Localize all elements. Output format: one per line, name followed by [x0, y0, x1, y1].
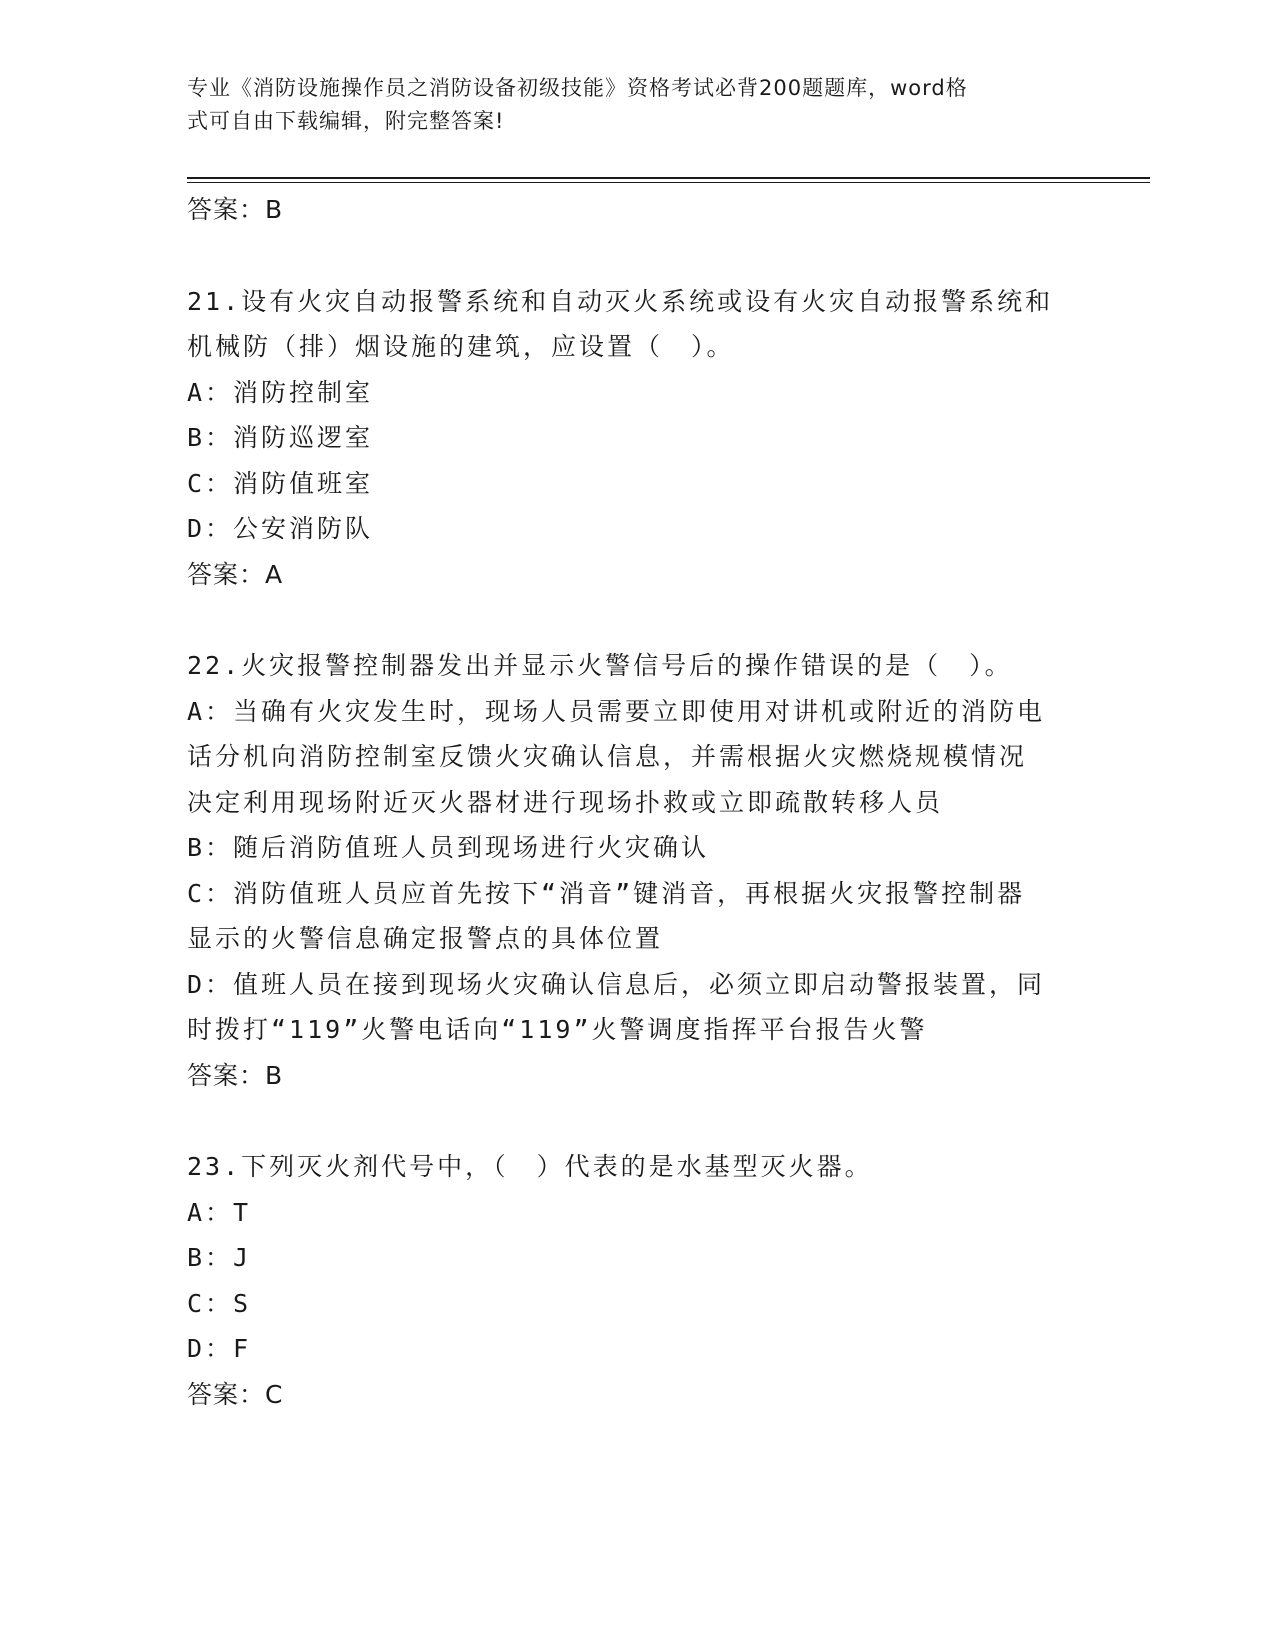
option-a: A：消防控制室 [187, 377, 374, 407]
option-d: D：公安消防队 [187, 514, 374, 543]
answer-label: 答案：C [187, 1379, 284, 1409]
option-c: C：消防值班人员应首先按下“消音”键消音，再根据火灾报警控制器 [187, 878, 1026, 908]
question-stem-line: 23.下列灭火剂代号中，（ ）代表的是水基型灭火器。 [187, 1152, 873, 1181]
question-list [187, 187, 1087, 1417]
question-22 [187, 643, 1087, 1098]
question-stem-line: 21.设有火灾自动报警系统和自动灭火系统或设有火灾自动报警系统和 [187, 286, 1054, 316]
option-c: C：S [187, 1288, 252, 1318]
option-d: D：值班人员在接到现场火灾确认信息后，必须立即启动警报装置，同 [187, 969, 1046, 999]
previous-answer: 答案：B [187, 195, 284, 224]
option-c-continued: 显示的火警信息确定报警点的具体位置 [187, 924, 664, 953]
answer-label: 答案：B [187, 1060, 284, 1090]
question-21 [187, 279, 1087, 598]
option-d: D：F [187, 1334, 252, 1363]
option-a-continued: 话分机向消防控制室反馈火灾确认信息，并需根据火灾燃烧规模情况 [187, 742, 1028, 771]
header-divider-thin [187, 182, 1150, 183]
option-c: C：消防值班室 [187, 468, 374, 498]
option-b: B：消防巡逻室 [187, 423, 374, 452]
document-header [187, 72, 1067, 138]
header-line-2: 式可自由下载编辑，附完整答案! [187, 109, 505, 133]
question-stem-line: 机械防（排）烟设施的建筑，应设置（ ）。 [187, 332, 735, 361]
option-b: B：J [187, 1243, 252, 1272]
option-b: B：随后消防值班人员到现场进行火灾确认 [187, 833, 710, 862]
option-d-continued: 时拨打“119”火警电话向“119”火警调度指挥平台报告火警 [187, 1015, 928, 1044]
header-line-1: 专业《消防设施操作员之消防设备初级技能》资格考试必背200题题库，word格 [187, 76, 968, 100]
header-divider-thick [187, 177, 1150, 179]
answer-label: 答案：A [187, 559, 284, 589]
question-23 [187, 1144, 1087, 1417]
option-a: A：当确有火灾发生时，现场人员需要立即使用对讲机或附近的消防电 [187, 696, 1046, 726]
question-stem-line: 22.火灾报警控制器发出并显示火警信号后的操作错误的是（ ）。 [187, 651, 1013, 680]
option-a-continued: 决定利用现场附近灭火器材进行现场扑救或立即疏散转移人员 [187, 787, 944, 817]
option-a: A：T [187, 1197, 252, 1227]
